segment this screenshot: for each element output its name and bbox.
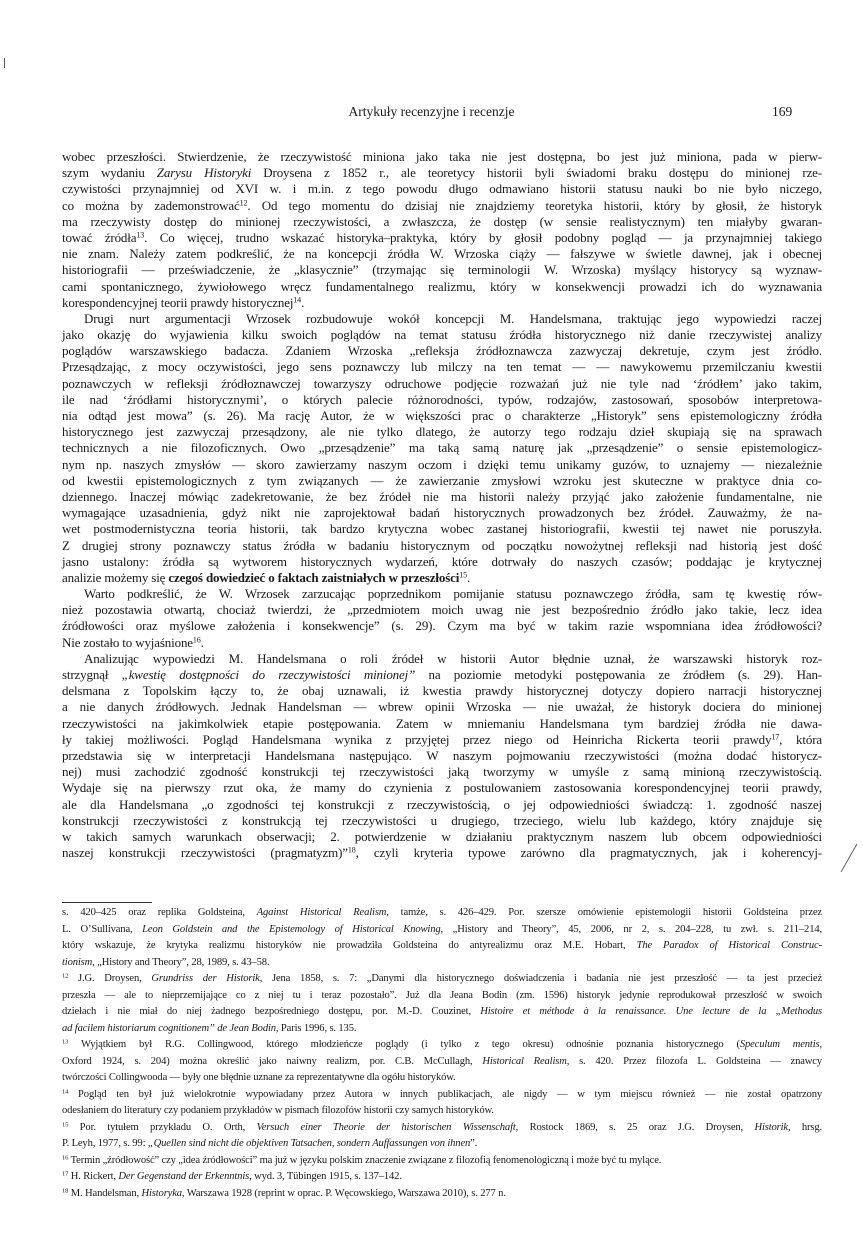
text-run: czywistości przynajmniej od XVI w. i m.in. z tego powodu długo odmawiano historii statusu nauki bo nie było niczego,	[62, 181, 822, 197]
text-run: P. Leyh, 1977, s. 99:	[62, 1138, 148, 1149]
text-line	[62, 473, 822, 489]
italic-text: „kwestię dostępności do rzeczywistości minionej”	[121, 667, 416, 682]
footnote-ref: 16	[62, 1153, 69, 1161]
text-line	[62, 149, 822, 165]
text-run: , Jena 1858, s. 7: „Danymi dla historycznego doświadczenia i badania nie jest przeszłość — ta jest przecież	[259, 973, 822, 984]
text-run: , Warszawa 1928 (reprint w oprac. P. Węcowskiego, Warszawa 2010), s. 277 n.	[181, 1187, 506, 1199]
text-run: wobec przeszłości. Stwierdzenie, że rzeczywistość miniona jako taka nie jest dostępna, bo jest już miniona, pada w pierw-	[62, 149, 822, 164]
footnote-ref: 12	[239, 198, 248, 208]
text-line	[62, 829, 822, 845]
text-line	[62, 376, 822, 392]
text-run: , „History and Theory”, 45, 2006, nr 2, s. 204–228, tu zwł. s. 211–214,	[440, 923, 822, 935]
text-line	[62, 988, 822, 1005]
text-line	[62, 295, 822, 311]
text-run: rzeczywistości na jakimkolwiek etapie postępowania. Zatem w mniemaniu Handelsmana tym bardziej źródła nie dawa-	[62, 715, 822, 731]
footnote-ref: 16	[192, 635, 201, 645]
text-line	[62, 392, 822, 408]
text-run: Por. tytułem przykładu O. Orth,	[68, 1121, 257, 1133]
text-run: Droysena z 1852 r., ale teoretycy historii byli świadomi braku dostępu do minionej rze-	[251, 165, 822, 181]
text-line	[62, 424, 822, 440]
bold-text: czegoś dowiedzieć o faktach zaistniałych w przeszłości	[168, 569, 460, 585]
text-line	[62, 618, 822, 634]
footnote-ref: 18	[347, 845, 356, 855]
text-run: ”.	[470, 1138, 478, 1149]
italic-text: Der Gegenstand der Erkenntnis	[118, 1171, 250, 1182]
text-run: Warto podkreślić, że W. Wrzosek zarzucając poprzednikom pomijanie statusu poznawczego źródła, sam tę kwestię rów-	[84, 586, 822, 602]
text-line	[62, 667, 822, 683]
text-line	[62, 780, 822, 796]
footnote-ref: 14	[62, 1087, 69, 1095]
text-line	[62, 716, 822, 732]
text-run: ma rzeczywisty dostęp do minionej rzeczywistości, a zwłaszcza, że dostęp (w sensie realistycznym) ten miałyby gwaran-	[62, 213, 822, 229]
text-run: , która	[779, 731, 822, 747]
text-run: wet postmodernistyczna teoria historii, tak bardzo krytyczna wobec zastanej historiografii, kwestii tej nawet nie poruszyła.	[62, 521, 822, 537]
italic-text: Grundriss der Historik	[151, 973, 260, 984]
italic-text: ad facilem historiarum cognitionem” de Jean Bodin	[62, 1022, 276, 1034]
text-line	[62, 440, 822, 456]
text-line	[62, 327, 822, 343]
text-line	[62, 905, 822, 922]
scan-margin-mark	[4, 58, 5, 68]
text-run: poznawczych w refleksji źródłoznawczej towarzyszy odruchowe podjęcie rozważań już nie tyle nad ‘źródłem’ jako takim,	[62, 375, 822, 391]
text-run: szym wydaniu	[62, 165, 157, 181]
text-run: nia odtąd jest mowa” (s. 26). Ma rację Autor, że w większości prac o charakterze „Historyk” sens epistemologiczny źródła	[62, 408, 822, 423]
text-run: historiografii — przeświadczenie, że „klasycznie” (trzymając się terminologii W. Wrzoska) myślący historycy są wyznaw-	[62, 262, 822, 278]
footnote-ref: 13	[62, 1038, 69, 1046]
paragraph	[62, 651, 822, 861]
text-run: dziennego. Inaczej mówiąc zadekretowanie, że bez źródeł nie ma historii należy przyjąć jako założenie fundamentalne, nie	[62, 488, 822, 504]
footnote-ref: 15	[62, 1120, 69, 1128]
running-header-title: Artykuły recenzyjne i recenzje	[348, 104, 515, 119]
text-run: jasno ustalony: źródła są wytworem historycznych wydarzeń, które dotrwały do naszych czasów; poddając je krytycznej	[62, 553, 822, 569]
text-run: , s. 420. Przez filozofa L. Goldsteina — znawcy	[566, 1055, 822, 1067]
paragraph	[62, 149, 822, 311]
text-run: J.G. Droysen,	[68, 973, 152, 984]
italic-text: Historik	[754, 1121, 788, 1133]
text-run: odesłaniem do literatury czy podaniem przykładów w pismach filozofów historii czy samych historyków.	[62, 1105, 494, 1116]
text-run: , Paris 1996, s. 135.	[275, 1022, 357, 1034]
text-line	[62, 732, 822, 748]
text-run: nej) musi zachodzić zgodność konstrukcji tej rzeczywistości jaką tworzymy w umyśle z samą minioną rzeczywistością.	[62, 764, 822, 780]
text-line	[62, 1037, 822, 1054]
text-line	[62, 505, 822, 521]
footnote	[62, 1120, 822, 1153]
text-line	[62, 922, 822, 939]
text-run: Drugi nurt argumentacji Wrzosek rozbudowuje wokół koncepcji M. Handelsmana, traktując jego wypowiedzi raczej	[84, 310, 822, 326]
text-run: , tamże, s. 426–429. Por. szersze omówienie epistemologii historii Goldsteina przez	[386, 907, 822, 918]
text-line	[62, 538, 822, 554]
text-line	[62, 457, 822, 473]
text-line	[62, 955, 822, 972]
text-line	[62, 1087, 822, 1104]
text-line	[62, 602, 822, 618]
footnote	[62, 905, 822, 971]
paragraph	[62, 311, 822, 586]
text-line	[62, 359, 822, 375]
italic-text: tionism	[62, 956, 93, 968]
footnote	[62, 1153, 822, 1170]
text-run: od kwestii epistemologicznych z tym związanych — że zawierzanie zmysłowi wzroku jest skuteczne w praktyce dnia co-	[62, 472, 822, 488]
text-run: który wskazuje, że krytyka realizmu historyków nie prowadziła Goldsteina do antyrealizmu oraz M.E. Hobart,	[62, 940, 637, 951]
footnote-ref: 15	[459, 570, 467, 580]
text-run: , „History and Theory”, 28, 1989, s. 43–58.	[92, 956, 270, 968]
text-run: na poziomie metodyki postępowania ze źródłem (s. 29). Han-	[415, 667, 822, 682]
text-run: .	[301, 294, 305, 310]
text-run: nym np. naszych zmysłów — skoro zawierzamy naszym oczom i dzięki temu unikamy guzów, to uznajemy — niezależnie	[62, 456, 822, 472]
footnote-ref: 13	[136, 230, 145, 240]
text-run: nież pozostawia otwartą, chociaż twierdzi, że „przedmiotem moich uwag nie jest bezpośrednio źródło jako takie, lecz idea	[62, 602, 822, 618]
text-run: twórczości Collingwooda — były one błędnie uznane za reprezentatywne dla ogółu historyków.	[62, 1072, 456, 1083]
text-line	[62, 279, 822, 295]
text-line	[62, 586, 822, 602]
text-run: ile nad ‘źródłami historycznymi’, o których palecie różnorodności, typów, rodzajów, zastosowań, sposobów interpretowa-	[62, 391, 822, 407]
text-run: Wydaje się na pierwszy rzut oka, że mamy do czynienia z postulowaniem zastosowania korespondencyjnej teorii prawdy,	[62, 780, 822, 796]
text-run: historycznego jest zazwyczaj przesądzony, ale nie tylko dlatego, że autorzy tego rodzaju dzieł skupiają się na sprawach	[62, 424, 822, 440]
text-run: konstrukcji rzeczywistości z konstrukcją tej rzeczywistości u drugiego, trzeciego, wielu lub każdego, który znajduje się	[62, 812, 822, 828]
text-line	[62, 1169, 822, 1186]
footnote	[62, 1087, 822, 1120]
text-line	[62, 635, 822, 651]
text-line	[62, 408, 822, 424]
footnote	[62, 1169, 822, 1186]
text-line	[62, 683, 822, 699]
text-run: ,	[819, 1039, 822, 1050]
italic-text: „Quellen sind nicht die objektiven Tatsachen, sondern Auffassungen von ihnen	[147, 1138, 471, 1149]
footnote	[62, 1037, 822, 1087]
text-line	[62, 651, 822, 667]
main-text	[62, 149, 822, 861]
text-line	[62, 311, 822, 327]
text-line	[62, 1153, 822, 1170]
text-run: ły takiej możliwości. Pogląd Handelsmana wynika z przyjętej przez niego od Heinricha Rickerta teorii prawdy	[62, 731, 772, 747]
text-run: dziełach i nie miał do niej żadnego bezpośredniego dostępu, por. M.-D. Couzinet,	[62, 1006, 481, 1017]
pencil-annotation-stroke	[838, 842, 858, 876]
footnotes	[62, 905, 822, 1202]
text-line	[62, 1120, 822, 1137]
text-line	[62, 1054, 822, 1071]
text-line	[62, 570, 822, 586]
text-run: w takich samych warunkach obserwacji; 2. potwierdzenie w działaniu praktycznym naszem lub obcem odpowiedniości	[62, 828, 822, 844]
text-line	[62, 554, 822, 570]
text-run: . Od tego momentu do dzisiaj nie znajdziemy teoretyka historii, który by głosił, że historyk	[247, 197, 823, 213]
footnote	[62, 1186, 822, 1203]
text-line	[62, 1004, 822, 1021]
text-line	[62, 1103, 822, 1120]
text-run: naszej konstrukcji rzeczywistości (pragmatyzm)”	[62, 845, 348, 861]
text-run: wymagające uzasadnienia, gdyż nikt nie zaprojektował badań historycznych prowadzonych bez źródeł. Zauważmy, że na-	[62, 505, 822, 521]
italic-text: The Paradox of Historical Construc-	[636, 940, 822, 951]
text-run: Nie zostało to wyjaśnione	[62, 634, 193, 650]
italic-text: Historical Realism	[482, 1055, 567, 1067]
paragraph	[62, 586, 822, 651]
italic-text: Speculum mentis	[739, 1039, 820, 1050]
text-line	[62, 343, 822, 359]
text-run: przeszła — ale to nieprzemijające co z niej tu i teraz pozostało”. Już dla Jeana Bodin (zm. 1596) historyk jedynie reprodukował przeszłość w swoich	[62, 989, 822, 1001]
text-run: H. Rickert,	[68, 1171, 119, 1182]
text-run: Wyjątkiem był R.G. Collingwood, którego młodzieńcze poglądy (i tylko z tego okresu) odnośnie poznania historycznego (	[68, 1039, 740, 1050]
italic-text: Histoire et méthode à la renaissance. Une lecture de la „Methodus	[480, 1006, 823, 1017]
text-line	[62, 699, 822, 715]
text-line	[62, 246, 822, 262]
text-run: ale dla Handelsmana „o zgodności tej konstrukcji z rzeczywistością, o jej odpowiedniości świadczą: 1. zgodność naszej	[62, 796, 822, 812]
text-line	[62, 198, 822, 214]
text-line	[62, 971, 822, 988]
text-line	[62, 748, 822, 764]
italic-text: Historyka	[141, 1187, 182, 1199]
italic-text: Against Historical Realism	[256, 907, 387, 918]
text-run: , wyd. 3, Tübingen 1915, s. 137–142.	[249, 1171, 402, 1182]
text-run: Analizując wypowiedzi M. Handelsmana o roli źródeł w historii Autor błędnie uznał, że warszawski historyk roz-	[84, 650, 822, 666]
text-line	[62, 521, 822, 537]
footnote-ref: 18	[62, 1186, 69, 1194]
text-run: Przesądzając, z mocy oczywistości, jego sens poznawczy lub milczy na ten temat — — nawykowemu przemilczaniu kwestii	[62, 359, 822, 375]
text-line	[62, 938, 822, 955]
text-run: , Rostock 1869, s. 25 oraz J.G. Droysen,	[515, 1121, 755, 1133]
text-run: M. Handelsman,	[68, 1187, 142, 1199]
text-run: cami spontanicznego, żywiołowego wręcz fundamentalnego realizmu, który w konsekwencji prowadzi ich do wyznawania	[62, 278, 822, 294]
footnote-separator	[62, 902, 152, 903]
text-line	[62, 1186, 822, 1203]
text-line	[62, 165, 822, 181]
text-line	[62, 813, 822, 829]
text-run: tować źródła	[62, 229, 137, 245]
text-run: co można by zademonstrować	[62, 197, 240, 213]
text-line	[62, 214, 822, 230]
text-line	[62, 764, 822, 780]
text-line	[62, 845, 822, 861]
page-number: 169	[772, 104, 793, 119]
text-run: , hrsg.	[787, 1121, 823, 1133]
text-line	[62, 1136, 822, 1153]
text-run: .	[200, 634, 204, 650]
text-run: Z drugiej strony poznawczy status źródła w badaniu historycznym od początku nowożytnej refleksji nad historią jest dość	[62, 537, 822, 553]
footnote-ref: 17	[62, 1170, 69, 1178]
footnote-ref: 17	[771, 732, 780, 742]
text-run: s. 420–425 oraz replika Goldsteina,	[62, 907, 257, 918]
text-line	[62, 797, 822, 813]
text-run: jako okazję do wyjawienia kilku swoich poglądów na temat statusu źródła historycznego niż danie rzeczywistej analizy	[62, 327, 822, 343]
text-run: analizie możemy się	[62, 569, 169, 585]
text-line	[62, 181, 822, 197]
footnote-ref: 14	[293, 295, 302, 305]
text-run: korespondencyjnej teorii prawdy historycznej	[62, 294, 294, 310]
text-run: źródłowości oraz myślowe założenia i konsekwencje” (s. 29). Czym ma być w takim razie wspomniana idea źródłowości?	[62, 618, 822, 634]
text-run: L. O’Sullivana,	[62, 923, 143, 935]
text-run: przedstawia się w interpretacji Handelsmana następująco. W naszym pojmowaniu rzeczywistości (można dodać historycz-	[62, 747, 822, 763]
italic-text: Versuch einer Theorie der historischen Wissenschaft	[256, 1121, 516, 1133]
text-line	[62, 1021, 822, 1038]
footnote-ref: 12	[62, 972, 69, 980]
text-line	[62, 262, 822, 278]
text-line	[62, 1070, 822, 1087]
text-run: strzygnął	[62, 667, 122, 682]
text-run: .	[466, 569, 471, 585]
text-line	[62, 230, 822, 246]
text-run: Oxford 1924, s. 204) można określić jako naiwny realizm, por. C.B. McCullagh,	[62, 1055, 483, 1067]
text-run: Termin „źródłowość” czy „idea źródłowości” ma już w języku polskim znaczenie związane z filozofią fenomenologiczną i może być tu mylące.	[68, 1154, 662, 1166]
text-line	[62, 489, 822, 505]
text-run: delsmana z Topolskim łączy to, że obaj uznawali, iż kwestia prawdy historycznej dotyczy dopiero narracji historycznej	[62, 683, 822, 699]
italic-text: Zarysu Historyki	[156, 165, 252, 181]
text-run: , czyli kryteria typowe zarówno dla pragmatycznych, jak i koherencyj-	[355, 845, 822, 861]
text-run: Pogląd ten był już wielokrotnie wypowiadany przez Autora w innych publikacjach, ale nigdy — w tym miejscu również — nie został opatrzony	[68, 1088, 822, 1100]
text-run: a nie danych źródłowych. Jednak Handelsman — wbrew opinii Wrzoska — nie uważał, że historyk dociera do minionej	[62, 699, 822, 715]
italic-text: Leon Goldstein and the Epistemology of Historical Knowing	[142, 923, 441, 935]
text-run: . Co więcej, trudno wskazać historyka–praktyka, który by głosił podobny pogląd — ja przynajmniej takiego	[144, 229, 822, 245]
text-run: nie znam. Należy zatem podkreślić, że na koncepcji źródła W. Wrzoska ciąży — fałszywe w świetle dawnej, jak i obecnej	[62, 246, 822, 262]
text-run: poglądów warszawskiego badacza. Zdaniem Wrzoska „refleksja źródłoznawcza zazwyczaj dekretuje, czym jest źródło.	[62, 343, 822, 359]
text-run: technicznych a nie filozoficznych. Owo „przesądzenie” ma taką samą naturę jak „przesądzenie” o sensie epistemologicz-	[62, 440, 822, 456]
footnote	[62, 971, 822, 1037]
